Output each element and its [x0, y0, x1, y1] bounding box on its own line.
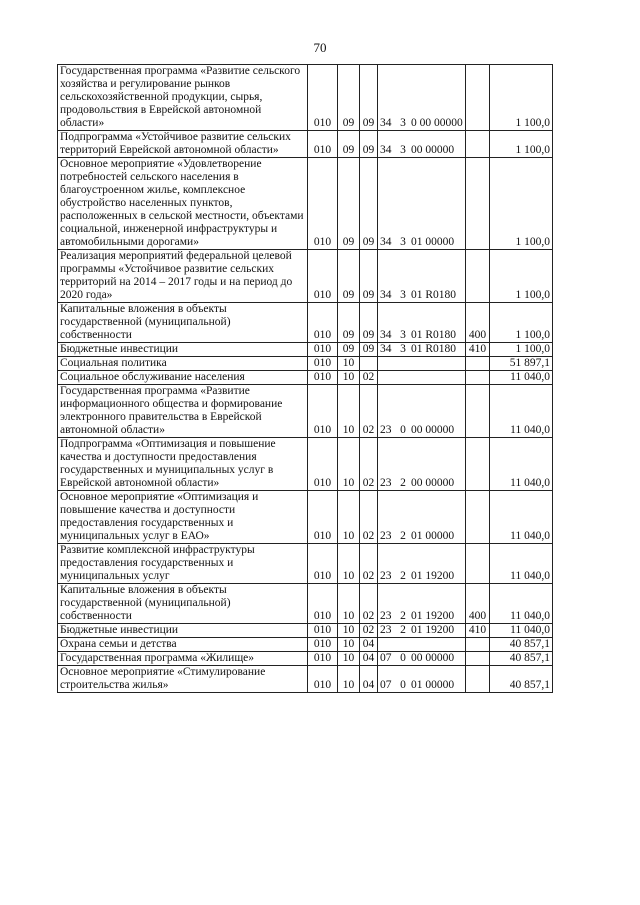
item-name-cell: Реализация мероприятий федеральной целевой программы «Устойчивое развитие сельских территорий на 2014 – 2017 годы и на период до 2020 года»	[58, 250, 308, 303]
target-code: 01 R0180	[411, 329, 457, 341]
item-name-cell: Капитальные вложения в объекты государственной (муниципальной) собственности	[58, 584, 308, 624]
subsection-code-cell: 02	[360, 624, 378, 638]
program-code: 34	[380, 236, 392, 248]
subsection-code-cell: 09	[360, 343, 378, 357]
amount-cell: 1 100,0	[490, 250, 553, 303]
subsection-code-cell: 09	[360, 65, 378, 131]
admin-code-cell: 010	[308, 544, 338, 584]
expense-type-cell	[466, 371, 490, 385]
program-code: 23	[380, 424, 392, 436]
target-article-cell	[378, 343, 466, 357]
target-article-cell	[378, 357, 466, 371]
amount-cell: 1 100,0	[490, 65, 553, 131]
item-name-cell: Социальное обслуживание населения	[58, 371, 308, 385]
section-code-cell: 10	[338, 357, 360, 371]
budget-table	[57, 64, 553, 693]
table-row	[58, 158, 553, 250]
target-code: 00 00000	[411, 144, 455, 156]
program-code: 23	[380, 570, 392, 582]
target-code: 00 00000	[411, 652, 455, 664]
target-article-cell	[378, 624, 466, 638]
subsection-code-cell: 09	[360, 131, 378, 158]
amount-cell: 40 857,1	[490, 638, 553, 652]
target-article-cell	[378, 65, 466, 131]
section-code-cell: 10	[338, 385, 360, 438]
admin-code-cell: 010	[308, 491, 338, 544]
amount-cell: 11 040,0	[490, 584, 553, 624]
section-code-cell: 09	[338, 250, 360, 303]
item-name-cell: Капитальные вложения в объекты государственной (муниципальной) собственности	[58, 303, 308, 343]
expense-type-cell	[466, 638, 490, 652]
subsection-code-cell	[360, 357, 378, 371]
target-article-cell	[378, 544, 466, 584]
table-row	[58, 438, 553, 491]
admin-code-cell: 010	[308, 385, 338, 438]
section-code-cell: 09	[338, 65, 360, 131]
table-row	[58, 584, 553, 624]
section-code-cell: 09	[338, 131, 360, 158]
section-code-cell: 10	[338, 438, 360, 491]
amount-cell: 11 040,0	[490, 385, 553, 438]
program-code: 23	[380, 530, 392, 542]
admin-code-cell: 010	[308, 666, 338, 693]
table-row	[58, 544, 553, 584]
amount-cell: 11 040,0	[490, 371, 553, 385]
subsection-code-cell: 02	[360, 584, 378, 624]
admin-code-cell: 010	[308, 131, 338, 158]
subsection-code-cell: 02	[360, 544, 378, 584]
table-row	[58, 491, 553, 544]
target-article-cell	[378, 131, 466, 158]
item-name-cell: Основное мероприятие «Удовлетворение потребностей сельского населения в благоустроенном жилье, комплексное обустройство населенных пунктов, расположенных в сельской местности, объектами социальной, инженерной инфраструктуры и автомобильными дорогами»	[58, 158, 308, 250]
target-code: 00 00000	[411, 477, 455, 489]
expense-type-cell	[466, 666, 490, 693]
section-code-cell: 10	[338, 652, 360, 666]
target-code: 01 R0180	[411, 289, 457, 301]
item-name-cell: Социальная политика	[58, 357, 308, 371]
expense-type-cell	[466, 131, 490, 158]
amount-cell: 1 100,0	[490, 131, 553, 158]
expense-type-cell: 400	[466, 303, 490, 343]
amount-cell: 11 040,0	[490, 624, 553, 638]
subprogram-code: 2	[400, 477, 406, 489]
expense-type-cell	[466, 652, 490, 666]
expense-type-cell	[466, 250, 490, 303]
table-row	[58, 65, 553, 131]
section-code-cell: 10	[338, 371, 360, 385]
program-code: 34	[380, 289, 392, 301]
item-name-cell: Развитие комплексной инфраструктуры предоставления государственных и муниципальных услуг	[58, 544, 308, 584]
subprogram-code: 0	[400, 424, 406, 436]
subprogram-code: 3	[400, 329, 406, 341]
section-code-cell: 09	[338, 343, 360, 357]
expense-type-cell	[466, 491, 490, 544]
program-code: 07	[380, 679, 392, 691]
table-row	[58, 385, 553, 438]
subsection-code-cell: 02	[360, 491, 378, 544]
section-code-cell: 10	[338, 584, 360, 624]
table-row	[58, 371, 553, 385]
target-article-cell	[378, 385, 466, 438]
table-row	[58, 343, 553, 357]
item-name-cell: Государственная программа «Развитие информационного общества и формирование электронного правительства в Еврейской автономной области»	[58, 385, 308, 438]
program-code: 23	[380, 624, 392, 636]
admin-code-cell: 010	[308, 438, 338, 491]
table-row	[58, 131, 553, 158]
amount-cell: 40 857,1	[490, 652, 553, 666]
amount-cell: 11 040,0	[490, 544, 553, 584]
expense-type-cell	[466, 544, 490, 584]
section-code-cell: 09	[338, 303, 360, 343]
target-code: 00 00000	[411, 424, 455, 436]
amount-cell: 40 857,1	[490, 666, 553, 693]
subsection-code-cell: 04	[360, 638, 378, 652]
program-code: 07	[380, 652, 392, 664]
subprogram-code: 3	[400, 117, 406, 129]
target-code: 01 19200	[411, 570, 455, 582]
program-code: 34	[380, 117, 392, 129]
table-row	[58, 250, 553, 303]
target-article-cell	[378, 666, 466, 693]
expense-type-cell: 410	[466, 624, 490, 638]
item-name-cell: Бюджетные инвестиции	[58, 624, 308, 638]
target-article-cell	[378, 371, 466, 385]
item-name-cell: Основное мероприятие «Стимулирование строительства жилья»	[58, 666, 308, 693]
expense-type-cell	[466, 438, 490, 491]
program-code: 23	[380, 477, 392, 489]
subprogram-code: 3	[400, 343, 406, 355]
table-row	[58, 666, 553, 693]
admin-code-cell: 010	[308, 624, 338, 638]
amount-cell: 11 040,0	[490, 438, 553, 491]
subprogram-code: 0	[400, 679, 406, 691]
target-article-cell	[378, 438, 466, 491]
amount-cell: 11 040,0	[490, 491, 553, 544]
amount-cell: 1 100,0	[490, 343, 553, 357]
target-article-cell	[378, 303, 466, 343]
subsection-code-cell: 04	[360, 666, 378, 693]
admin-code-cell: 010	[308, 652, 338, 666]
program-code: 34	[380, 329, 392, 341]
table-row	[58, 624, 553, 638]
subprogram-code: 2	[400, 570, 406, 582]
page-number: 70	[313, 40, 327, 55]
section-code-cell: 10	[338, 666, 360, 693]
expense-type-cell: 410	[466, 343, 490, 357]
admin-code-cell: 010	[308, 343, 338, 357]
admin-code-cell: 010	[308, 65, 338, 131]
table-row	[58, 652, 553, 666]
section-code-cell: 09	[338, 158, 360, 250]
expense-type-cell	[466, 65, 490, 131]
item-name-cell: Основное мероприятие «Оптимизация и повышение качества и доступности предоставления государственных и муниципальных услуг в ЕАО»	[58, 491, 308, 544]
subsection-code-cell: 09	[360, 158, 378, 250]
target-code: 01 19200	[411, 624, 455, 636]
target-code: 01 00000	[411, 530, 455, 542]
target-article-cell	[378, 652, 466, 666]
section-code-cell: 10	[338, 624, 360, 638]
program-code: 34	[380, 343, 392, 355]
target-code: 01 00000	[411, 679, 455, 691]
section-code-cell: 10	[338, 544, 360, 584]
expense-type-cell	[466, 158, 490, 250]
table-row	[58, 638, 553, 652]
target-article-cell	[378, 491, 466, 544]
admin-code-cell: 010	[308, 357, 338, 371]
admin-code-cell: 010	[308, 584, 338, 624]
table-body	[58, 65, 553, 693]
expense-type-cell: 400	[466, 584, 490, 624]
subsection-code-cell: 04	[360, 652, 378, 666]
subsection-code-cell: 02	[360, 371, 378, 385]
subprogram-code: 3	[400, 289, 406, 301]
amount-cell: 51 897,1	[490, 357, 553, 371]
table-row	[58, 357, 553, 371]
target-article-cell	[378, 158, 466, 250]
subprogram-code: 0	[400, 652, 406, 664]
admin-code-cell: 010	[308, 638, 338, 652]
subsection-code-cell: 02	[360, 438, 378, 491]
subprogram-code: 2	[400, 610, 406, 622]
subsection-code-cell: 09	[360, 250, 378, 303]
program-code: 34	[380, 144, 392, 156]
subprogram-code: 2	[400, 624, 406, 636]
subprogram-code: 3	[400, 144, 406, 156]
target-article-cell	[378, 250, 466, 303]
amount-cell: 1 100,0	[490, 158, 553, 250]
subsection-code-cell: 02	[360, 385, 378, 438]
target-article-cell	[378, 584, 466, 624]
expense-type-cell	[466, 385, 490, 438]
subsection-code-cell: 09	[360, 303, 378, 343]
admin-code-cell: 010	[308, 371, 338, 385]
admin-code-cell: 010	[308, 250, 338, 303]
expense-type-cell	[466, 357, 490, 371]
target-code: 01 00000	[411, 236, 455, 248]
item-name-cell: Охрана семьи и детства	[58, 638, 308, 652]
program-code: 23	[380, 610, 392, 622]
target-code: 01 R0180	[411, 343, 457, 355]
section-code-cell: 10	[338, 491, 360, 544]
target-code: 01 19200	[411, 610, 455, 622]
item-name-cell: Государственная программа «Жилище»	[58, 652, 308, 666]
admin-code-cell: 010	[308, 158, 338, 250]
subprogram-code: 3	[400, 236, 406, 248]
section-code-cell: 10	[338, 638, 360, 652]
target-code: 0 00 00000	[411, 117, 463, 129]
item-name-cell: Подпрограмма «Устойчивое развитие сельских территорий Еврейской автономной области»	[58, 131, 308, 158]
amount-cell: 1 100,0	[490, 303, 553, 343]
table-row	[58, 303, 553, 343]
target-article-cell	[378, 638, 466, 652]
admin-code-cell: 010	[308, 303, 338, 343]
item-name-cell: Бюджетные инвестиции	[58, 343, 308, 357]
subprogram-code: 2	[400, 530, 406, 542]
item-name-cell: Подпрограмма «Оптимизация и повышение качества и доступности предоставления государственных и муниципальных услуг в Еврейской автономной области»	[58, 438, 308, 491]
item-name-cell: Государственная программа «Развитие сельского хозяйства и регулирование рынков сельскохозяйственной продукции, сырья, продовольствия в Еврейской автономной области»	[58, 65, 308, 131]
